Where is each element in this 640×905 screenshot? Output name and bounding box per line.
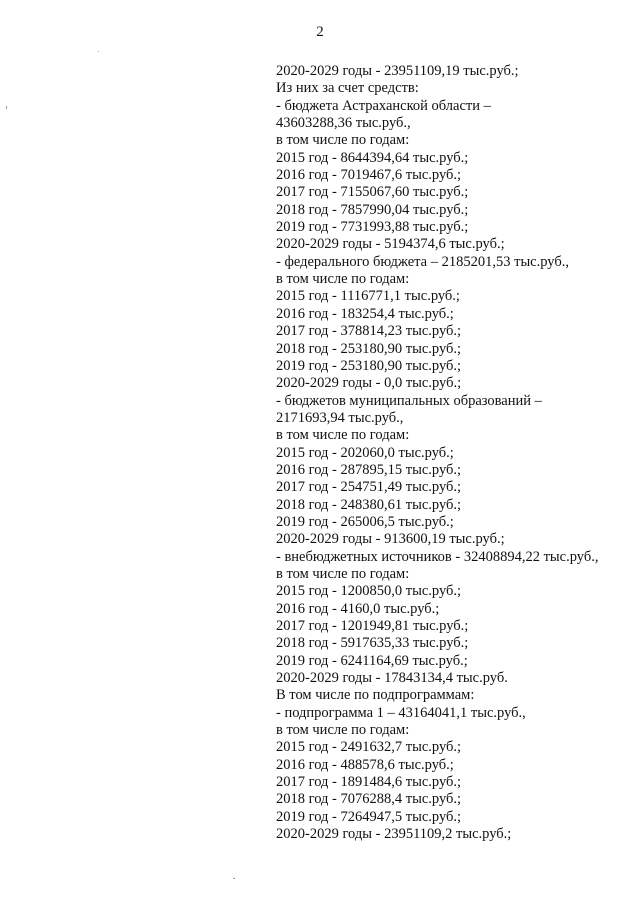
text-line: 2019 год - 7731993,88 тыс.руб.; <box>276 219 469 236</box>
text-line: 2015 год - 2491632,7 тыс.руб.; <box>276 739 462 756</box>
text-line: 2017 год - 378814,23 тыс.руб.; <box>276 323 462 340</box>
text-line: в том числе по годам: <box>276 722 410 739</box>
text-line: в том числе по годам: <box>276 271 410 288</box>
text-line: 2018 год - 7857990,04 тыс.руб.; <box>276 201 469 218</box>
text-line: - федерального бюджета – 2185201,53 тыс.руб., <box>276 253 569 270</box>
text-line: 2017 год - 1201949,81 тыс.руб.; <box>276 618 469 634</box>
text-line: 2015 год - 1200850,0 тыс.руб.; <box>276 583 462 600</box>
text-line: 2015 год - 1116771,1 тыс.руб.; <box>276 288 460 305</box>
text-line: 2016 год - 183254,4 тыс.руб.; <box>276 305 454 322</box>
text-line: 2020-2029 годы - 17843134,4 тыс.руб. <box>276 670 508 687</box>
text-line: 2016 год - 287895,15 тыс.руб.; <box>276 461 462 478</box>
text-line: - подпрограмма 1 – 43164041,1 тыс.руб., <box>276 704 526 721</box>
text-line: В том числе по подпрограммам: <box>276 687 475 704</box>
text-line: 2019 год - 265006,5 тыс.руб.; <box>276 513 454 530</box>
text-line: 2017 год - 254751,49 тыс.руб.; <box>276 479 462 496</box>
text-line: 2017 год - 1891484,6 тыс.руб.; <box>276 774 462 791</box>
text-line: 2020-2029 годы - 23951109,19 тыс.руб.; <box>276 63 519 79</box>
scan-speck <box>6 106 7 109</box>
text-line: 2020-2029 годы - 5194374,6 тыс.руб.; <box>276 236 505 253</box>
text-line: 2020-2029 годы - 0,0 тыс.руб.; <box>276 375 462 392</box>
scan-speck <box>233 878 235 879</box>
text-line: 2018 год - 248380,61 тыс.руб.; <box>276 496 462 513</box>
text-line: в том числе по годам: <box>276 427 410 444</box>
text-line: - бюджетов муниципальных образований – <box>276 392 542 409</box>
text-line: 2019 год - 6241164,69 тыс.руб.; <box>276 652 468 669</box>
text-line: в том числе по годам: <box>276 132 410 149</box>
text-line: 2015 год - 202060,0 тыс.руб.; <box>276 444 454 461</box>
text-line: 2016 год - 488578,6 тыс.руб.; <box>276 756 454 773</box>
text-line: - бюджета Астраханской области – <box>276 97 491 114</box>
text-line: 2016 год - 7019467,6 тыс.руб.; <box>276 167 462 184</box>
text-line: 2016 год - 4160,0 тыс.руб.; <box>276 600 440 617</box>
text-line: 2019 год - 7264947,5 тыс.руб.; <box>276 808 462 825</box>
page-number: 2 <box>316 24 324 40</box>
text-line: - внебюджетных источников - 32408894,22 тыс.руб., <box>276 548 599 565</box>
text-line: 2019 год - 253180,90 тыс.руб.; <box>276 357 462 374</box>
text-block <box>276 63 626 843</box>
text-line: 2018 год - 253180,90 тыс.руб.; <box>276 340 462 357</box>
text-line: 2020-2029 годы - 913600,19 тыс.руб.; <box>276 531 505 548</box>
text-line: 2171693,94 тыс.руб., <box>276 409 404 426</box>
text-line: 43603288,36 тыс.руб., <box>276 115 411 132</box>
text-line: 2018 год - 7076288,4 тыс.руб.; <box>276 791 462 808</box>
text-line: в том числе по годам: <box>276 565 410 582</box>
scan-speck <box>98 51 99 52</box>
text-line: 2015 год - 8644394,64 тыс.руб.; <box>276 149 469 166</box>
text-line: 2020-2029 годы - 23951109,2 тыс.руб.; <box>276 826 512 843</box>
text-line: Из них за счет средств: <box>276 80 419 97</box>
text-line: 2018 год - 5917635,33 тыс.руб.; <box>276 635 469 652</box>
text-line: 2017 год - 7155067,60 тыс.руб.; <box>276 184 469 201</box>
